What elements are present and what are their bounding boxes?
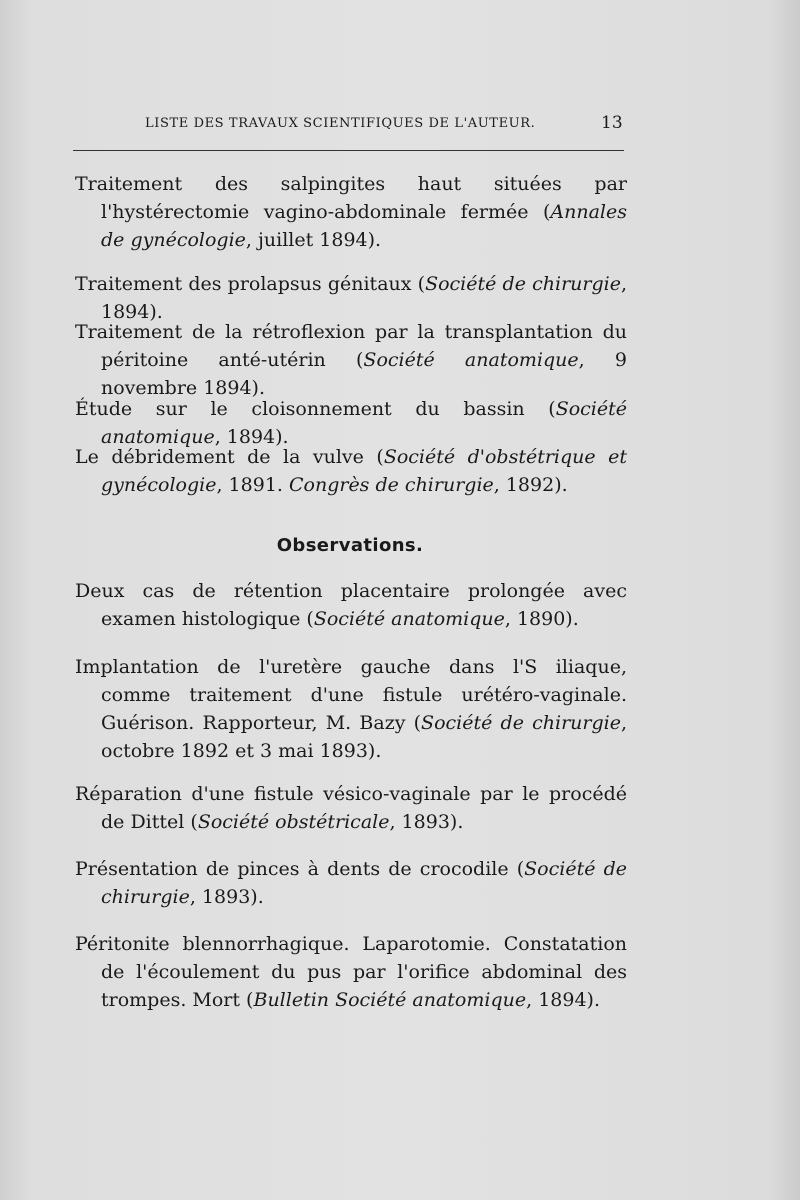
section-title: Observations. xyxy=(276,535,424,556)
bibliography-entry: Étude sur le cloisonnement du bassin (Société anatomique, 1894). xyxy=(75,398,627,448)
page-number: 13 xyxy=(601,113,623,133)
running-header: LISTE DES TRAVAUX SCIENTIFIQUES DE L'AUTEUR. xyxy=(145,116,536,131)
observation-entry: Présentation de pinces à dents de crocodile (Société de chirurgie, 1893). xyxy=(75,858,627,908)
bibliography-entry: Traitement des salpingites haut situées par l'hystérectomie vagino-abdominale fermée (Annales de gynécologie, juillet 1894). xyxy=(75,173,627,251)
observation-entry: Deux cas de rétention placentaire prolongée avec examen histologique (Société anatomique, 1890). xyxy=(75,580,627,630)
bibliography-entry: Traitement des prolapsus génitaux (Société de chirurgie, 1894). xyxy=(75,273,627,323)
observation-entry: Péritonite blennorrhagique. Laparotomie. Constatation de l'écoulement du pus par l'orifice abdominal des trompes. Mort (Bulletin Société anatomique, 1894). xyxy=(75,933,627,1011)
header-rule xyxy=(73,150,624,151)
observation-entry: Implantation de l'uretère gauche dans l'S iliaque, comme traitement d'une fistule urétéro-vaginale. Guérison. Rapporteur, M. Bazy (Société de chirurgie, octobre 1892 et 3 mai 1893). xyxy=(75,656,628,762)
bibliography-entry: Traitement de la rétroflexion par la transplantation du péritoine anté-utérin (Société anatomique, 9 novembre 1894). xyxy=(75,321,627,399)
bibliography-entry: Le débridement de la vulve (Société d'obstétrique et gynécologie, 1891. Congrès de chirurgie, 1892). xyxy=(75,446,628,496)
observation-entry: Réparation d'une fistule vésico-vaginale par le procédé de Dittel (Société obstétricale, 1893). xyxy=(75,783,627,833)
